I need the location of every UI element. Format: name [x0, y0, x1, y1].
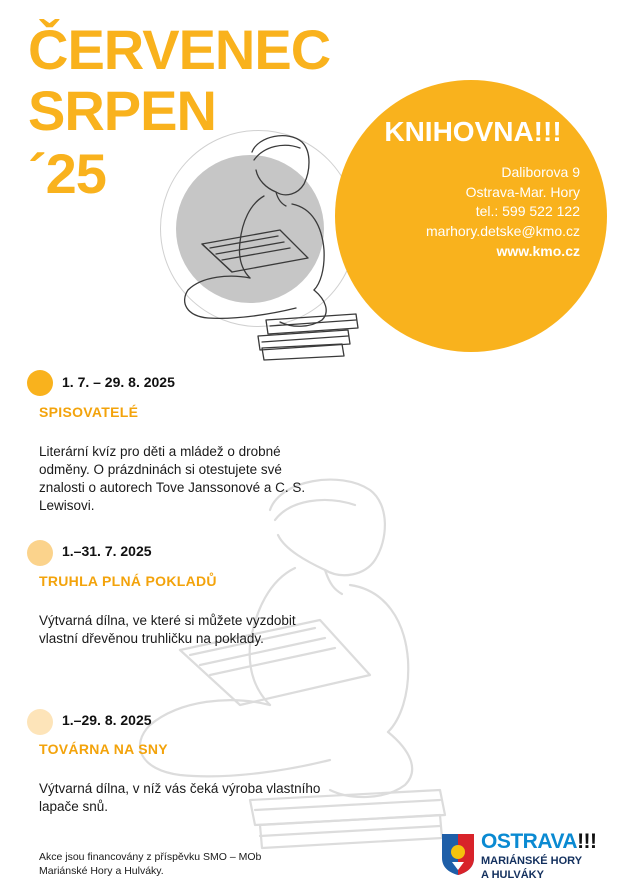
title-year: ´25 — [28, 142, 106, 205]
library-website-link[interactable]: www.kmo.cz — [496, 243, 580, 259]
event-description: Výtvarná dílna, ve které si můžete vyzdobit vlastní dřevěnou truhličku na poklady. — [39, 613, 296, 646]
logo-exclaim: !!! — [577, 830, 597, 853]
logo-name: OSTRAVA — [481, 830, 578, 853]
library-phone: tel.: 599 522 122 — [475, 203, 580, 219]
title-month-2: SRPEN — [28, 79, 216, 142]
event-date: 1.–31. 7. 2025 — [62, 543, 152, 559]
event-bullet-icon — [27, 540, 53, 566]
funding-footnote: Akce jsou financovány z příspěvku SMO – MOb Mariánské Hory a Hulváky. — [39, 851, 262, 877]
event-description: Literární kvíz pro děti a mládež o drobné odměny. O prázdninách si otestujete své znalosti o autorech Tove Janssonové a C. S. Lewisovi. — [39, 444, 306, 513]
logo-subtitle-1: MARIÁNSKÉ HORY — [481, 855, 583, 867]
event-bullet-icon — [27, 370, 53, 396]
ostrava-logo — [481, 830, 597, 854]
event-bullet-icon — [27, 709, 53, 735]
event-title: TRUHLA PLNÁ POKLADŮ — [39, 573, 217, 589]
library-city: Ostrava-Mar. Hory — [465, 184, 580, 200]
boy-reading-illustration — [180, 130, 360, 365]
event-title: SPISOVATELÉ — [39, 404, 139, 420]
event-description: Výtvarná dílna, v níž vás čeká výroba vlastního lapače snů. — [39, 781, 321, 814]
library-email[interactable]: marhory.detske@kmo.cz — [426, 223, 580, 239]
event-date: 1.–29. 8. 2025 — [62, 712, 152, 728]
logo-subtitle-2: A HULVÁKY — [481, 869, 544, 881]
event-title: TOVÁRNA NA SNY — [39, 741, 168, 757]
title-month-1: ČERVENEC — [28, 18, 331, 81]
library-title: KNIHOVNA!!! — [384, 116, 562, 147]
library-street: Daliborova 9 — [501, 164, 580, 180]
event-date: 1. 7. – 29. 8. 2025 — [62, 374, 175, 390]
coat-of-arms-icon — [440, 832, 476, 876]
